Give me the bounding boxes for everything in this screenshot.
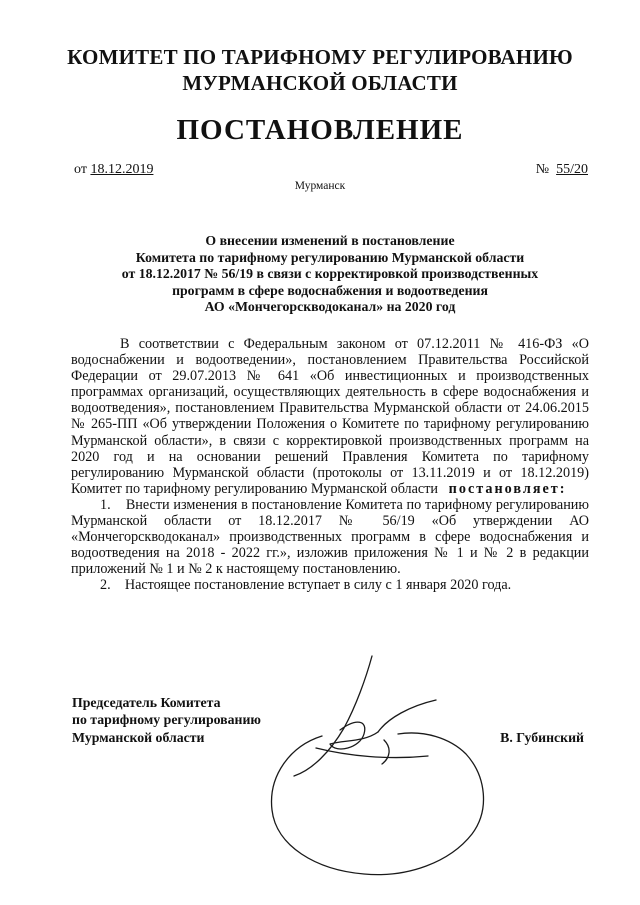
number-value: 55/20 xyxy=(556,162,588,177)
document-body xyxy=(71,336,589,594)
document-type: ПОСТАНОВЛЕНИЕ xyxy=(176,114,464,146)
signatory-title xyxy=(72,694,261,746)
document-city: Мурманск xyxy=(294,180,346,192)
decree-item-1: 1. Внести изменения в постановление Комитета по тарифному регулированию Мурманской области от 18.12.2017 № 56/19 «Об утверждении АО «Мончегорскводоканал» производственных программ в сфере водоснабжения и водоотведения на 2018 - 2022 гг.», изложив приложения № 1 и № 2 в редакции приложений № 1 и № 2 к настоящему постановлению. xyxy=(71,496,589,578)
subject-line: Комитета по тарифному регулированию Мурманской области xyxy=(135,249,525,265)
preamble-text: В соответствии с Федеральным законом от 07.12.2011 № 416-ФЗ «О водоснабжении и водоотведении», постановлением Правительства Российской Федерации от 29.07.2013 № 641 «Об инвестиционных и производственных программах организаций, осуществляющих деятельность в сфере водоснабжения и водоотведения», постановлением Правительства Мурманской области от 24.06.2015 № 265-ПП «Об утверждении Положения о Комитете по тарифному регулированию Мурманской области», в связи с корректировкой производственных программ на 2020 год и на основании решений Правления Комитета по тарифному регулированию Мурманской области (протоколы от 13.11.2019 и от 18.12.2019) Комитет по тарифному регулированию Мурманской области xyxy=(71,336,589,497)
subject-line: АО «Мончегорскводоканал» на 2020 год xyxy=(204,299,456,315)
organization-name xyxy=(40,44,600,96)
organization-line-1: КОМИТЕТ ПО ТАРИФНОМУ РЕГУЛИРОВАНИЮ xyxy=(67,45,573,69)
signatory-name: В. Губинский xyxy=(500,730,584,745)
signatory-title-line: по тарифному регулированию xyxy=(72,712,261,728)
subject-line: программ в сфере водоснабжения и водоотведения xyxy=(172,282,488,298)
subject-line: от 18.12.2017 № 56/19 в связи с корректировкой производственных xyxy=(121,266,539,282)
decree-item-2: 2. Настоящее постановление вступает в силу с 1 января 2020 года. xyxy=(100,577,512,594)
number-prefix: № xyxy=(535,162,550,177)
organization-line-2: МУРМАНСКОЙ ОБЛАСТИ xyxy=(182,71,458,95)
handwritten-signature xyxy=(260,648,500,888)
document-subject xyxy=(70,233,590,316)
date-prefix: от xyxy=(74,162,87,177)
date-value: 18.12.2019 xyxy=(90,162,154,177)
preamble-paragraph xyxy=(71,336,589,497)
document-number xyxy=(536,162,588,178)
subject-line: О внесении изменений в постановление xyxy=(205,233,455,248)
signatory-title-line: Председатель Комитета xyxy=(72,695,221,710)
decree-word: постановляет: xyxy=(448,480,567,497)
signatory-title-line: Мурманской области xyxy=(72,729,205,745)
document-date xyxy=(74,162,153,178)
